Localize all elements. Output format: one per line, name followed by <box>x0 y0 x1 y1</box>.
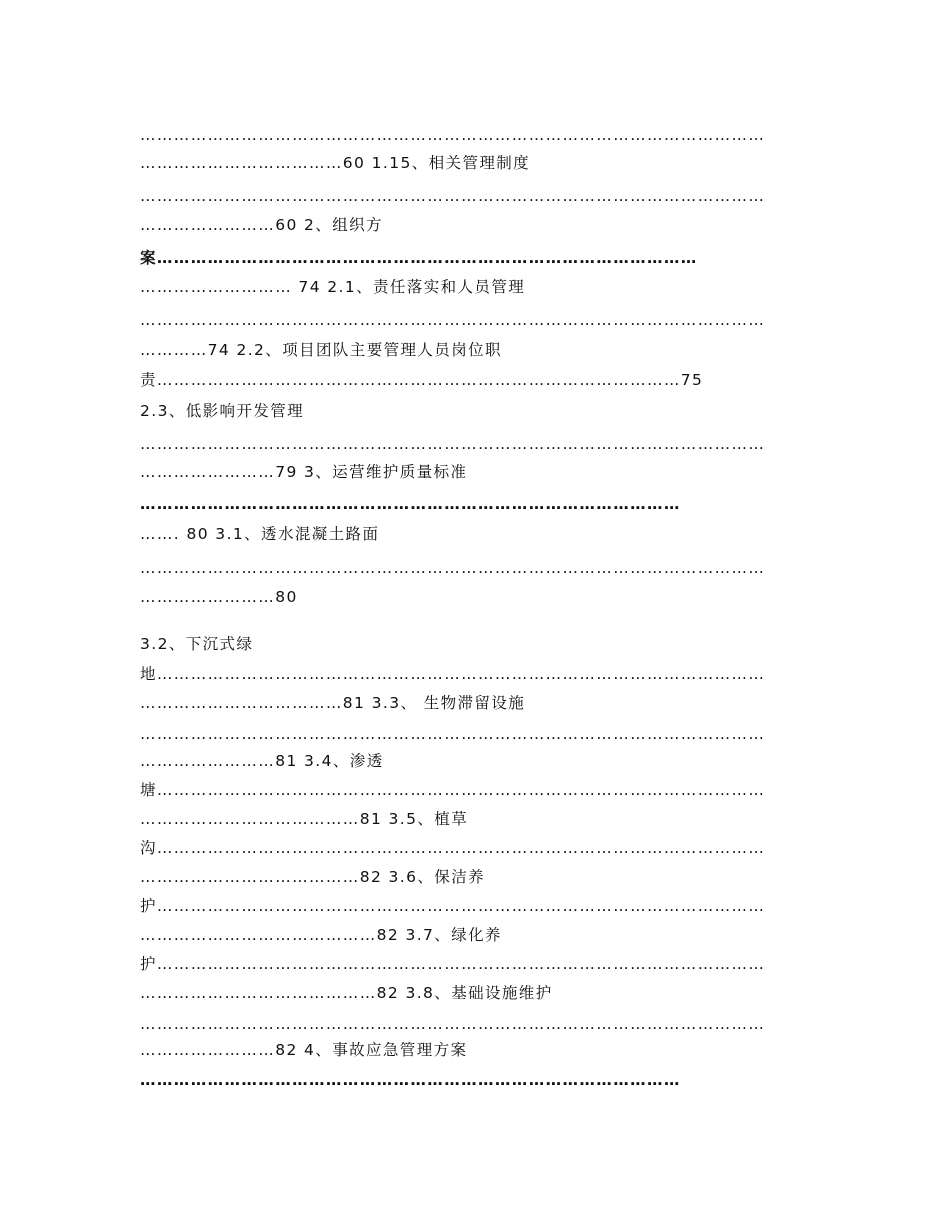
toc-entry-1-15: ………………………………60 1.15、相关管理制度 <box>140 154 531 172</box>
toc-entry-2-1: ……………………… 74 2.1、责任落实和人员管理 <box>140 278 526 296</box>
toc-entry-3-4: ……………………81 3.4、渗透 <box>140 752 384 770</box>
toc-entry-3-7: ……………………………………82 3.7、绿化养 <box>140 926 502 944</box>
toc-entry-2-2-continued: 责…………………………………………………………………………………75 <box>140 371 704 389</box>
toc-entry-3-6: …………………………………82 3.6、保洁养 <box>140 868 486 886</box>
toc-entry-4: ……………………82 4、事故应急管理方案 <box>140 1041 468 1059</box>
toc-entry-2: ……………………60 2、组织方 <box>140 216 383 234</box>
toc-entry-2-3: 2.3、低影响开发管理 <box>140 402 305 420</box>
toc-entry-2-continued: 案…………………………………………………………………………………… <box>140 249 698 267</box>
toc-entry-3-6-continued: 护……………………………………………………………………………………………… <box>140 897 766 915</box>
toc-entry-3-8: ……………………………………82 3.8、基础设施维护 <box>140 984 553 1002</box>
toc-entry-3-7-continued: 护……………………………………………………………………………………………… <box>140 955 766 973</box>
toc-leader-line: ………………………………………………………………………………………………… <box>140 725 766 743</box>
toc-leader-line: ………………………………………………………………………………………………… <box>140 311 766 329</box>
toc-entry-3-1: ……. 80 3.1、透水混凝土路面 <box>140 525 380 543</box>
toc-leader-line-bold: …………………………………………………………………………………… <box>140 1071 681 1089</box>
toc-entry-3: ……………………79 3、运营维护质量标准 <box>140 463 468 481</box>
toc-entry-3-5: …………………………………81 3.5、植草 <box>140 810 469 828</box>
toc-entry-2-2: …………74 2.2、项目团队主要管理人员岗位职 <box>140 341 502 359</box>
toc-leader-line: ………………………………………………………………………………………………… <box>140 435 766 453</box>
toc-entry-3-5-continued: 沟……………………………………………………………………………………………… <box>140 839 766 857</box>
toc-leader-line: ………………………………………………………………………………………………… <box>140 1015 766 1033</box>
toc-page-number: ……………………80 <box>140 588 298 606</box>
toc-leader-line: ………………………………………………………………………………………………… <box>140 187 766 205</box>
toc-leader-line: ………………………………………………………………………………………………… <box>140 126 766 144</box>
toc-entry-3-4-continued: 塘……………………………………………………………………………………………… <box>140 781 766 799</box>
toc-entry-3-3: ………………………………81 3.3、 生物滞留设施 <box>140 694 526 712</box>
toc-entry-3-2-continued: 地……………………………………………………………………………………………… <box>140 665 766 683</box>
toc-leader-line-bold: …………………………………………………………………………………… <box>140 495 681 513</box>
toc-entry-3-2: 3.2、下沉式绿 <box>140 635 254 653</box>
toc-leader-line: ………………………………………………………………………………………………… <box>140 559 766 577</box>
